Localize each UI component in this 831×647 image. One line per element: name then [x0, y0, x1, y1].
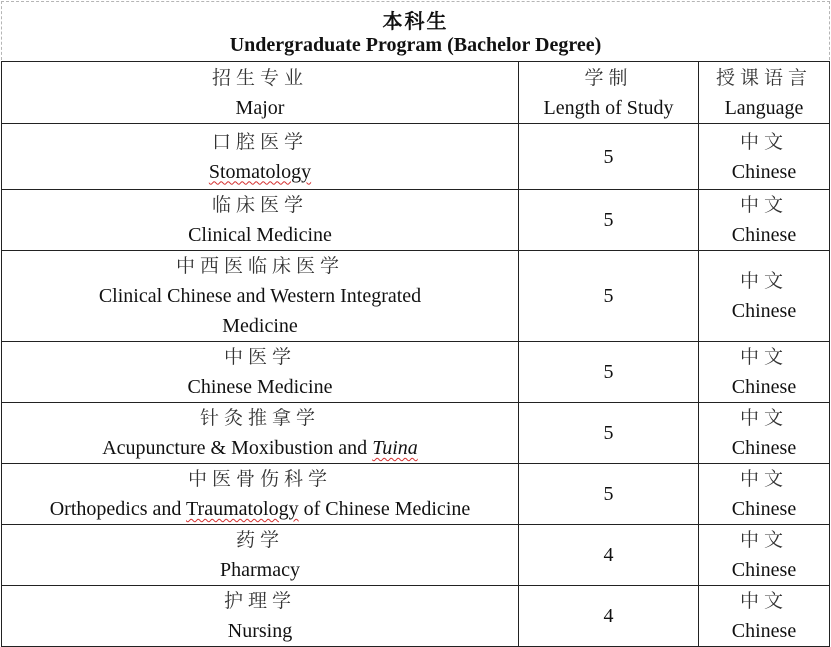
major-cn: 针灸推拿学 — [199, 407, 320, 429]
major-cn: 药学 — [235, 529, 284, 551]
length-value: 5 — [603, 285, 614, 307]
header-major-en: Major — [235, 96, 285, 119]
length-cell — [519, 342, 699, 403]
major-en: Chinese Medicine — [187, 376, 333, 398]
header-major-cn: 招生专业 — [211, 66, 308, 89]
length-value: 5 — [603, 361, 614, 383]
table-header-row — [2, 62, 830, 124]
major-en-line2: Medicine — [222, 315, 298, 337]
length-cell — [519, 586, 699, 647]
length-value: 5 — [603, 145, 614, 168]
language-cell — [699, 124, 830, 190]
major-cn: 中医学 — [223, 346, 296, 368]
table-row — [2, 403, 830, 464]
language-cell — [699, 586, 830, 647]
length-value: 5 — [603, 209, 614, 231]
language-en: Chinese — [731, 224, 797, 246]
header-language-en: Language — [724, 96, 804, 119]
major-cell — [2, 251, 519, 342]
major-cn: 中医骨伤科学 — [187, 468, 332, 490]
table-row — [2, 586, 830, 647]
major-cn: 中西医临床医学 — [175, 255, 344, 277]
table-row — [2, 342, 830, 403]
major-cell — [2, 403, 519, 464]
major-cell — [2, 586, 519, 647]
language-en: Chinese — [731, 437, 797, 459]
language-cn: 中文 — [739, 529, 788, 551]
length-cell — [519, 403, 699, 464]
major-en-suffix: of Chinese Medicine — [298, 498, 471, 520]
major-cell — [2, 464, 519, 525]
length-cell — [519, 124, 699, 190]
major-cell — [2, 190, 519, 251]
language-cell — [699, 342, 830, 403]
language-cell — [699, 190, 830, 251]
length-value: 5 — [603, 422, 614, 444]
major-en-prefix: Acupuncture & Moxibustion and — [102, 437, 373, 459]
length-cell — [519, 190, 699, 251]
major-cell — [2, 342, 519, 403]
table-row — [2, 525, 830, 586]
language-cn: 中文 — [739, 468, 788, 490]
length-cell — [519, 464, 699, 525]
language-cn: 中文 — [739, 590, 788, 612]
major-en: Nursing — [227, 620, 293, 642]
length-value: 4 — [603, 544, 614, 566]
language-en: Chinese — [731, 498, 797, 520]
language-cn: 中文 — [739, 194, 788, 216]
length-cell — [519, 525, 699, 586]
language-cell — [699, 403, 830, 464]
major-en-wavy: Traumatology — [186, 498, 299, 520]
major-en-italic: Tuina — [372, 437, 418, 459]
table-row — [2, 190, 830, 251]
programs-table — [1, 61, 830, 647]
table-row — [2, 464, 830, 525]
header-major — [2, 62, 519, 124]
major-en-line1: Clinical Chinese and Western Integrated — [98, 285, 422, 307]
language-cell — [699, 251, 830, 342]
table-row — [2, 251, 830, 342]
language-cell — [699, 464, 830, 525]
major-cn: 口腔医学 — [211, 130, 308, 153]
language-en: Chinese — [731, 376, 797, 398]
major-cell — [2, 525, 519, 586]
header-length-cn: 学制 — [584, 66, 633, 89]
header-language-cn: 授课语言 — [715, 66, 812, 89]
table-row — [2, 124, 830, 190]
language-cn: 中文 — [739, 130, 788, 153]
language-cn: 中文 — [739, 407, 788, 429]
length-cell — [519, 251, 699, 342]
language-cn: 中文 — [739, 346, 788, 368]
language-en: Chinese — [731, 620, 797, 642]
length-value: 4 — [603, 605, 614, 627]
title-english: Undergraduate Program (Bachelor Degree) — [229, 34, 602, 56]
major-cn: 护理学 — [223, 590, 296, 612]
header-length-en: Length of Study — [543, 96, 674, 119]
major-cn: 临床医学 — [211, 194, 308, 216]
header-language — [699, 62, 830, 124]
language-en: Chinese — [731, 559, 797, 581]
title-block — [1, 1, 830, 60]
major-en: Pharmacy — [220, 559, 300, 581]
language-en: Chinese — [731, 160, 797, 183]
length-value: 5 — [603, 483, 614, 505]
major-en-prefix: Orthopedics and — [49, 498, 187, 520]
language-en: Chinese — [731, 300, 797, 322]
language-cn: 中文 — [739, 270, 788, 292]
major-en: Clinical Medicine — [188, 224, 332, 246]
language-cell — [699, 525, 830, 586]
header-length — [519, 62, 699, 124]
title-chinese: 本科生 — [382, 9, 449, 33]
major-cell — [2, 124, 519, 190]
major-en: Stomatology — [208, 160, 312, 183]
